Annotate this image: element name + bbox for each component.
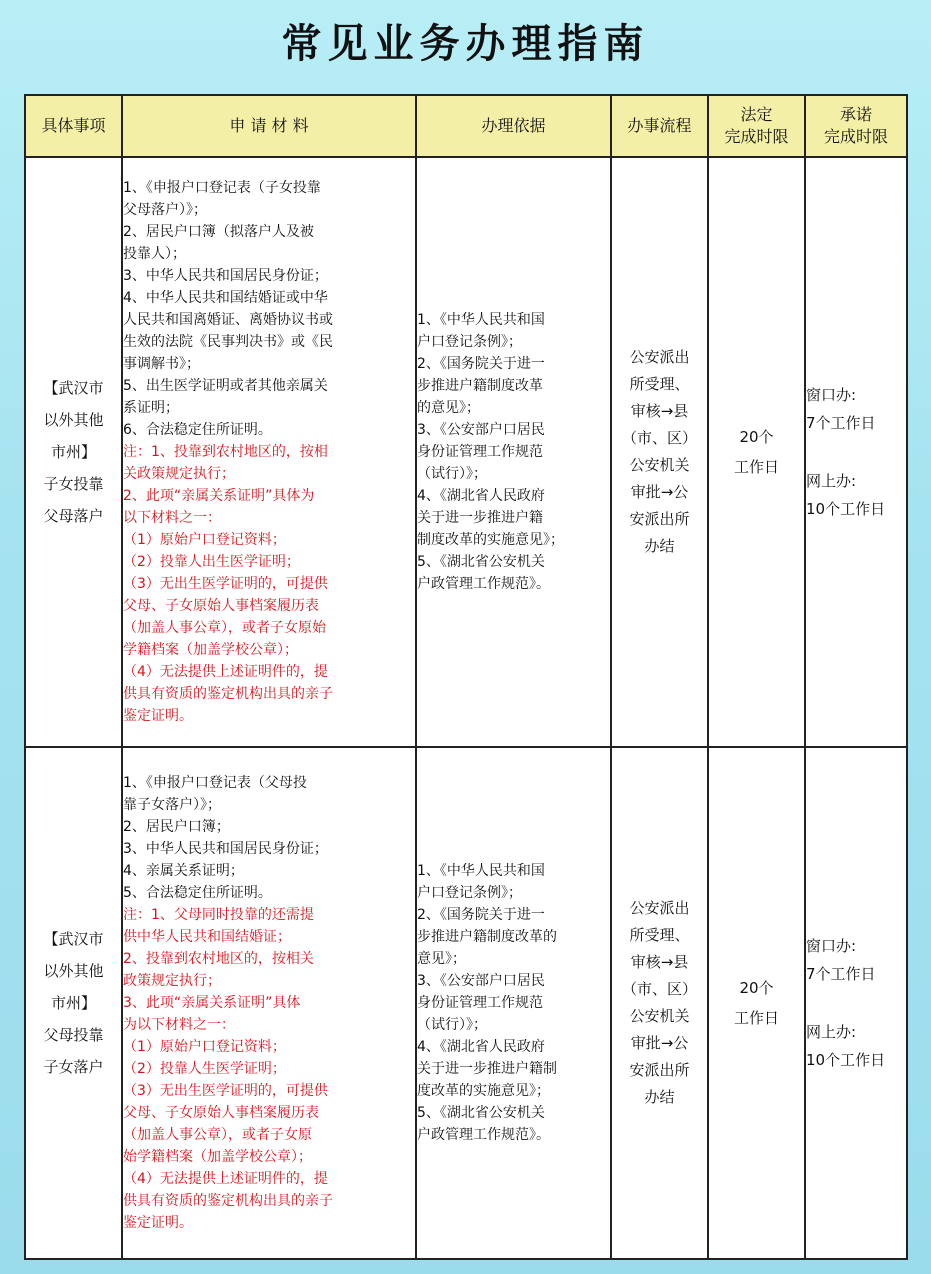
header-legal-limit — [708, 95, 805, 157]
material-note-line: 以下材料之一： — [123, 510, 221, 526]
flow-line: 办结 — [644, 1088, 675, 1106]
legal-limit-line: 工作日 — [733, 1009, 779, 1027]
flow-line: 办结 — [644, 537, 675, 555]
basis-line: 1、《中华人民共和国 — [417, 312, 545, 328]
basis-cell — [416, 747, 611, 1259]
material-line: 5、合法稳定住所证明。 — [123, 885, 272, 901]
item-line: 以外其他 — [43, 411, 104, 429]
item-cell — [25, 747, 122, 1259]
item-line: 父母投靠 — [43, 1026, 104, 1044]
flow-line: 审核→县 — [630, 402, 689, 420]
material-line: 3、中华人民共和国居民身份证； — [123, 841, 328, 857]
material-line: 4、亲属关系证明； — [123, 863, 244, 879]
legal-limit-line: 工作日 — [733, 458, 779, 476]
basis-line: 的意见》； — [417, 400, 480, 416]
header-promise-line2: 完成时限 — [823, 127, 888, 146]
basis-line: 2、《国务院关于进一 — [417, 907, 545, 923]
material-note-line: 2、投靠到农村地区的，按相关 — [123, 951, 314, 967]
material-line: 1、《申报户口登记表（父母投 — [123, 775, 307, 791]
flow-line: 所受理、 — [629, 375, 690, 393]
item-line: 子女落户 — [43, 1058, 104, 1076]
item-line: 市州】 — [50, 994, 96, 1012]
item-line: 市州】 — [50, 443, 96, 461]
flow-line: 公安机关 — [629, 456, 690, 474]
material-note-line: 学籍档案（加盖学校公章）； — [123, 642, 298, 658]
basis-line: 关于进一步推进户籍 — [417, 510, 543, 526]
flow-line: 审批→公 — [630, 483, 689, 501]
material-note-line: 政策规定执行； — [123, 973, 221, 989]
promise-spacer — [806, 988, 906, 1018]
header-basis: 办理依据 — [416, 95, 611, 157]
material-note-line: 为以下材料之一： — [123, 1017, 235, 1033]
basis-line: 4、《湖北省人民政府 — [417, 1039, 545, 1055]
material-note-line: （3）无出生医学证明的，可提供 — [123, 1083, 328, 1099]
basis-line: 4、《湖北省人民政府 — [417, 488, 545, 504]
basis-line: 身份证管理工作规范 — [417, 444, 543, 460]
materials-cell — [122, 157, 416, 747]
promise-online-line: 网上办: — [806, 472, 857, 490]
promise-window-line: 窗口办: — [806, 937, 857, 955]
flow-line: 公安派出 — [629, 348, 690, 366]
flow-line: 安派出所 — [629, 510, 690, 528]
material-line: 父母落户）》； — [123, 202, 207, 218]
basis-line: 关于进一步推进户籍制 — [417, 1061, 557, 1077]
basis-line: 1、《中华人民共和国 — [417, 863, 545, 879]
header-item: 具体事项 — [25, 95, 122, 157]
material-note-line: 2、此项“亲属关系证明”具体为 — [123, 488, 315, 504]
material-line: 6、合法稳定住所证明。 — [123, 422, 272, 438]
material-note-line: 注：1、父母同时投靠的还需提 — [123, 907, 314, 923]
basis-line: 5、《湖北省公安机关 — [417, 1105, 545, 1121]
flow-line: （市、区） — [621, 980, 697, 998]
material-note-line: （2）投靠人生医学证明； — [123, 1061, 286, 1077]
flow-line: 公安机关 — [629, 1007, 690, 1025]
guide-table — [24, 94, 908, 1260]
flow-line: （市、区） — [621, 429, 697, 447]
basis-cell — [416, 157, 611, 747]
promise-limit-cell — [805, 747, 907, 1259]
material-note-line: （加盖人事公章），或者子女原 — [123, 1127, 312, 1143]
table-row — [25, 747, 907, 1259]
basis-line: 步推进户籍制度改革 — [417, 378, 543, 394]
header-promise-limit — [805, 95, 907, 157]
materials-cell — [122, 747, 416, 1259]
basis-line: 步推进户籍制度改革的 — [417, 929, 557, 945]
flow-line: 审核→县 — [630, 953, 689, 971]
item-line: 子女投靠 — [43, 475, 104, 493]
material-note-line: 鉴定证明。 — [123, 708, 193, 724]
item-line: 父母落户 — [43, 507, 104, 525]
header-legal-line2: 完成时限 — [724, 127, 789, 146]
header-legal-line1: 法定 — [740, 105, 773, 124]
material-note-line: 鉴定证明。 — [123, 1215, 193, 1231]
promise-window-line: 窗口办: — [806, 386, 857, 404]
basis-line: 户政管理工作规范》。 — [417, 1127, 550, 1143]
basis-line: 户口登记条例》； — [417, 334, 522, 350]
basis-line: 户政管理工作规范》。 — [417, 576, 550, 592]
item-cell — [25, 157, 122, 747]
basis-line: （试行）》； — [417, 466, 487, 482]
material-note-line: （1）原始户口登记资料； — [123, 532, 286, 548]
material-note-line: （3）无出生医学证明的，可提供 — [123, 576, 328, 592]
material-line: 2、居民户口簿（拟落户人及被 — [123, 224, 314, 240]
promise-window-line: 7个工作日 — [806, 965, 876, 983]
material-note-line: （4）无法提供上述证明件的，提 — [123, 664, 328, 680]
material-line: 投靠人）； — [123, 246, 186, 262]
basis-line: （试行）》； — [417, 1017, 487, 1033]
material-note-line: 供具有资质的鉴定机构出具的亲子 — [123, 1193, 333, 1209]
promise-online-line: 网上办: — [806, 1023, 857, 1041]
material-note-line: 注：1、投靠到农村地区的，按相 — [123, 444, 328, 460]
basis-line: 2、《国务院关于进一 — [417, 356, 545, 372]
legal-limit-line: 20个 — [739, 428, 774, 446]
material-note-line: 3、此项“亲属关系证明”具体 — [123, 995, 301, 1011]
material-line: 3、中华人民共和国居民身份证； — [123, 268, 328, 284]
basis-line: 意见》； — [417, 951, 466, 967]
material-note-line: （加盖人事公章），或者子女原始 — [123, 620, 326, 636]
legal-limit-cell — [708, 157, 805, 747]
material-note-line: 关政策规定执行； — [123, 466, 235, 482]
material-note-line: （4）无法提供上述证明件的，提 — [123, 1171, 328, 1187]
basis-line: 3、《公安部户口居民 — [417, 422, 545, 438]
material-line: 1、《申报户口登记表（子女投靠 — [123, 180, 321, 196]
legal-limit-cell — [708, 747, 805, 1259]
flow-line: 审批→公 — [630, 1034, 689, 1052]
material-note-line: 供具有资质的鉴定机构出具的亲子 — [123, 686, 333, 702]
material-note-line: 始学籍档案（加盖学校公章）； — [123, 1149, 312, 1165]
flow-line: 公安派出 — [629, 899, 690, 917]
basis-line: 制度改革的实施意见》； — [417, 532, 564, 548]
page-title: 常见业务办理指南 — [281, 20, 650, 67]
material-note-line: 供中华人民共和国结婚证； — [123, 929, 291, 945]
material-line: 人民共和国离婚证、离婚协议书或 — [123, 312, 333, 328]
item-line: 【武汉市 — [43, 930, 104, 948]
table-row — [25, 157, 907, 747]
material-line: 生效的法院《民事判决书》或《民 — [123, 334, 333, 350]
basis-line: 度改革的实施意见》； — [417, 1083, 550, 1099]
material-line: 靠子女落户）》； — [123, 797, 221, 813]
header-row — [25, 95, 907, 157]
material-line: 系证明； — [123, 400, 179, 416]
material-note-line: 父母、子女原始人事档案履历表 — [123, 598, 319, 614]
item-line: 【武汉市 — [43, 379, 104, 397]
header-flow: 办事流程 — [611, 95, 708, 157]
promise-online-line: 10个工作日 — [806, 1051, 886, 1069]
promise-window-line: 7个工作日 — [806, 414, 876, 432]
basis-line: 身份证管理工作规范 — [417, 995, 543, 1011]
promise-spacer — [806, 437, 906, 467]
basis-line: 5、《湖北省公安机关 — [417, 554, 545, 570]
material-line: 4、中华人民共和国结婚证或中华 — [123, 290, 328, 306]
basis-line: 户口登记条例》； — [417, 885, 522, 901]
legal-limit-line: 20个 — [739, 979, 774, 997]
header-promise-line1: 承诺 — [839, 105, 872, 124]
item-line: 以外其他 — [43, 962, 104, 980]
material-note-line: 父母、子女原始人事档案履历表 — [123, 1105, 319, 1121]
flow-cell — [611, 747, 708, 1259]
material-line: 2、居民户口簿； — [123, 819, 230, 835]
flow-cell — [611, 157, 708, 747]
promise-online-line: 10个工作日 — [806, 500, 886, 518]
header-materials: 申 请 材 料 — [122, 95, 416, 157]
material-note-line: （2）投靠人出生医学证明； — [123, 554, 300, 570]
material-note-line: （1）原始户口登记资料； — [123, 1039, 286, 1055]
flow-line: 所受理、 — [629, 926, 690, 944]
basis-line: 3、《公安部户口居民 — [417, 973, 545, 989]
promise-limit-cell — [805, 157, 907, 747]
material-line: 5、出生医学证明或者其他亲属关 — [123, 378, 328, 394]
flow-line: 安派出所 — [629, 1061, 690, 1079]
material-line: 事调解书》； — [123, 356, 200, 372]
